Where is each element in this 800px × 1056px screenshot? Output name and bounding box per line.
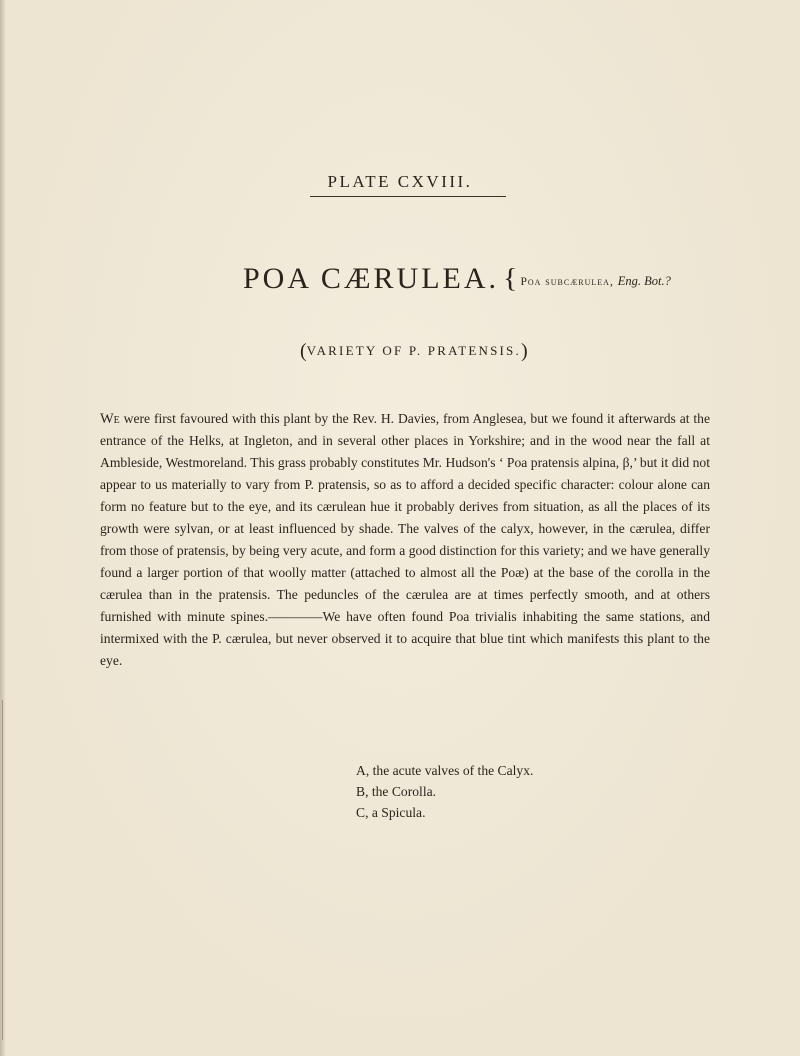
description-text: were first favoured with this plant by the Rev. H. Davies, from Anglesea, but we found it afterwards at the entrance of the Helks, at Ingleton, and in several other places in Yorkshire; and in the wood near the fall at Ambleside, Westmoreland. This grass probably constitutes Mr. Hudson's ‘ Poa pratensis alpina, β,’ but it did not appear to us materially to vary from P. pratensis, so as to afford a decided specific character: colour alone can form no feature but to the eye, and its cærulean hue it probably derives from situation, as all the places of its growth were sylvan, or at least influenced by shade. The valves of the calyx, however, in the cærulea, differ from those of pratensis, by being very acute, and form a good distinction for this variety; and we have generally found a larger portion of that woolly matter (attached to almost all the Poæ) at the base of the corolla in the cærulea than in the pratensis. The peduncles of the cærulea are at times perfectly smooth, and at others furnished with minute spines.————We have often found Poa trivialis inhabiting the same stations, and intermixed with the P. cærulea, but never observed it to acquire that blue tint which manifests this plant to the eye. bbox=[100, 411, 710, 668]
caption-c: C, a Spicula. bbox=[356, 805, 426, 820]
plate-heading-underline bbox=[310, 196, 506, 197]
synonym-name: Poa subcærulea, bbox=[520, 275, 614, 288]
synonym bbox=[520, 274, 670, 289]
caption-a: A, the acute valves of the Calyx. bbox=[356, 763, 534, 778]
figure-captions bbox=[356, 760, 533, 823]
species-title: POA CÆRULEA. bbox=[243, 262, 500, 295]
page-edge-line bbox=[2, 700, 3, 1040]
caption-b: B, the Corolla. bbox=[356, 784, 437, 799]
page-edge-shadow bbox=[0, 0, 6, 1056]
description-paragraph bbox=[100, 408, 710, 672]
plate-heading: PLATE CXVIII. bbox=[327, 172, 473, 191]
description-lead-word: We bbox=[100, 411, 120, 427]
synonym-brace: { bbox=[503, 263, 518, 294]
variety-close-paren: ) bbox=[520, 340, 528, 362]
synonym-reference: Eng. Bot.? bbox=[617, 273, 671, 288]
variety-subtitle bbox=[300, 340, 528, 363]
species-title-row bbox=[243, 262, 671, 296]
variety-open-paren: ( bbox=[300, 340, 307, 362]
variety-text: VARIETY OF P. PRATENSIS. bbox=[306, 343, 521, 358]
